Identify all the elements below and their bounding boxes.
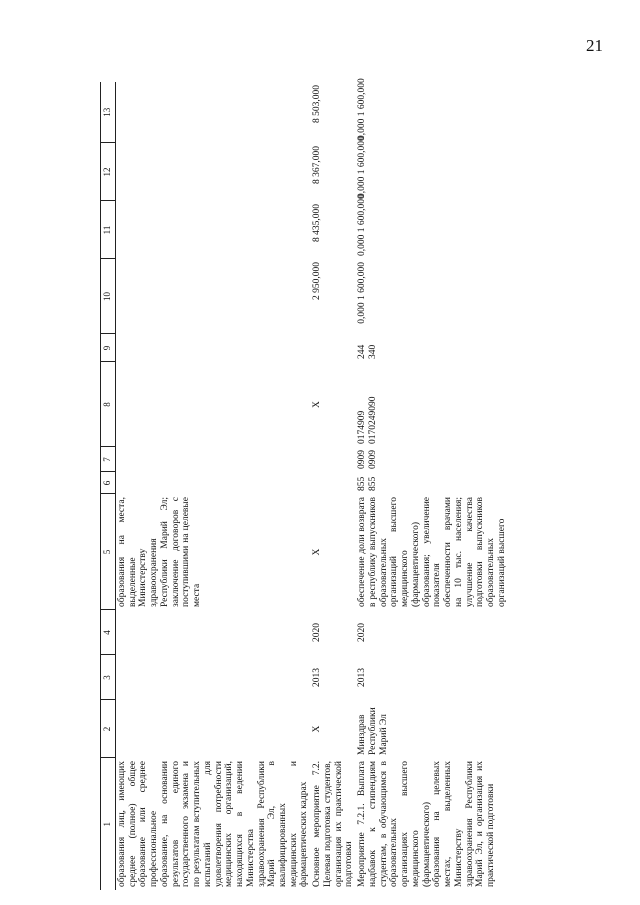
header-cell: 5 bbox=[101, 494, 116, 610]
cell-description: образования лиц, имеющих среднее (полное) общее образование или среднее профессиональное образование, на основании результатов единого государственного экзамена и по результатам вступительных испытаний для удовлетворения потребности медицинских организаций, находящихся в ведении Министерства здравоохранения Республики Марий Эл, в квалифицированных медицинских и фармацевтических кадрах bbox=[117, 761, 310, 887]
cell-amount bbox=[116, 82, 312, 143]
cell-amount: 8 367,000 bbox=[312, 146, 323, 184]
header-cell: 7 bbox=[101, 447, 116, 472]
cell-amount: 8 503,000 bbox=[312, 85, 323, 123]
cell-amount bbox=[116, 259, 312, 334]
table-row bbox=[311, 82, 356, 890]
cell-executor bbox=[116, 700, 312, 758]
header-cell: 9 bbox=[101, 334, 116, 362]
cell-vr: 244 340 bbox=[357, 344, 378, 359]
header-cell: 12 bbox=[101, 143, 116, 201]
cell-vr bbox=[311, 334, 356, 362]
cell-result: X bbox=[312, 548, 323, 556]
cell-start-year: 2013 bbox=[357, 668, 368, 687]
cell-amount: 2 950,000 bbox=[312, 262, 323, 300]
header-cell: 4 bbox=[101, 610, 116, 655]
header-cell: 11 bbox=[101, 201, 116, 259]
header-cell: 6 bbox=[101, 472, 116, 494]
cell-description: Основное мероприятие 7.2. Целевая подготовка студентов, организация их практической подготовки bbox=[312, 761, 355, 887]
cell-description: Мероприятие 7.2.1. Выплата надбавок к стипендиям студентам, в обучающимся в образовательных организациях высшего медицинского (фармацевтического) образования на целевых местах, выделенных Министерству здравоохранения Республики Марий Эл, и организация их практической подготовки bbox=[357, 761, 496, 887]
header-row bbox=[101, 82, 116, 890]
page-number: 21 bbox=[586, 36, 603, 55]
header-cell: 13 bbox=[101, 82, 116, 143]
rotated-table-frame bbox=[100, 78, 640, 890]
cell-end-year bbox=[116, 610, 312, 655]
cell-amount: 0,000 1 600,000 bbox=[357, 136, 368, 198]
cell-result: обеспечение доли возврата в республику выпускников образовательных организаций высшего медицинского (фармацевтического) образования; увеличение показателя обеспеченности врачами на 10 тыс. населения; улучшение качества подготовки выпускников образовательных организаций высшего bbox=[357, 497, 507, 607]
cell-amount: 0,000 1 600,000 bbox=[357, 262, 368, 324]
header-cell: 2 bbox=[101, 700, 116, 758]
cell-amount: 0,000 1 600,000 bbox=[357, 194, 368, 256]
header-cell: 1 bbox=[101, 758, 116, 890]
table-row bbox=[356, 82, 508, 890]
cell-rzpr bbox=[311, 447, 356, 472]
program-table bbox=[100, 78, 508, 890]
cell-vr bbox=[116, 334, 312, 362]
cell-amount bbox=[116, 143, 312, 201]
cell-csr bbox=[116, 362, 312, 447]
cell-grbs bbox=[116, 472, 312, 494]
cell-executor: Минздрав Республики Марий Эл bbox=[357, 707, 389, 755]
cell-amount bbox=[116, 201, 312, 259]
cell-executor: X bbox=[312, 725, 323, 733]
cell-start-year: 2013 bbox=[312, 668, 323, 687]
cell-start-year bbox=[116, 655, 312, 700]
header-cell: 8 bbox=[101, 362, 116, 447]
cell-rzpr bbox=[116, 447, 312, 472]
cell-grbs bbox=[311, 472, 356, 494]
cell-csr: 0174909 0170249090 bbox=[357, 396, 378, 444]
cell-csr: X bbox=[312, 401, 323, 408]
header-cell: 10 bbox=[101, 259, 116, 334]
cell-result: образования на места, выделенные Министерству здравоохранения Республики Марий Эл; заключение договоров с поступившими на целевые места bbox=[117, 497, 203, 607]
table-row bbox=[116, 82, 312, 890]
cell-rzpr: 0909 0909 bbox=[357, 450, 378, 469]
cell-end-year: 2020 bbox=[312, 623, 323, 642]
header-cell: 3 bbox=[101, 655, 116, 700]
cell-end-year: 2020 bbox=[357, 623, 368, 642]
cell-amount: 8 435,000 bbox=[312, 204, 323, 242]
cell-amount: 0,000 1 600,000 bbox=[357, 78, 368, 140]
cell-grbs: 855 855 bbox=[357, 476, 378, 491]
